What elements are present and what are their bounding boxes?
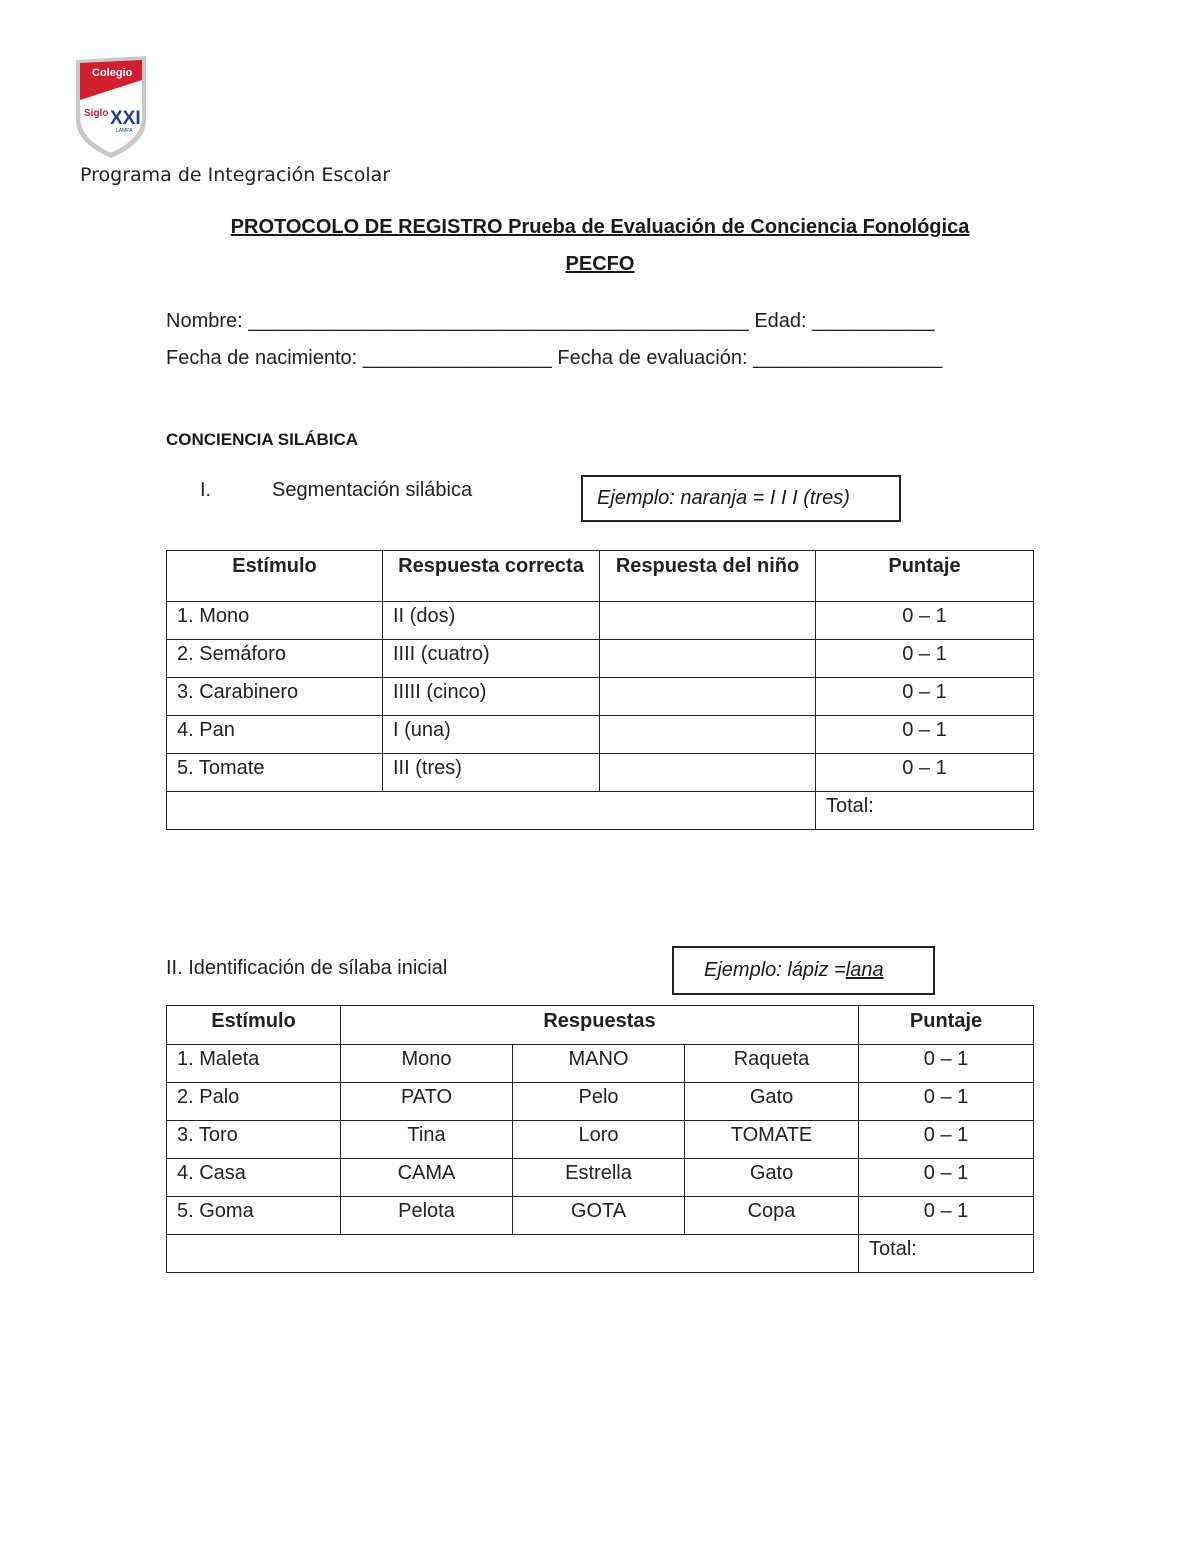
table-row — [167, 1197, 1034, 1235]
option-cell[interactable]: Tina — [341, 1121, 513, 1159]
logo-text-xxi: XXI — [110, 108, 141, 129]
option-cell[interactable]: GOTA — [513, 1197, 685, 1235]
option-cell[interactable]: Mono — [341, 1045, 513, 1083]
table-row — [167, 602, 1034, 640]
child-response-cell[interactable] — [600, 640, 816, 678]
option-cell[interactable]: Loro — [513, 1121, 685, 1159]
example-box: Ejemplo: naranja = I I I (tres) — [581, 475, 901, 522]
table-row — [167, 716, 1034, 754]
stimulus-cell: 3. Carabinero — [167, 678, 383, 716]
header-score: Puntaje — [859, 1006, 1034, 1045]
total-cell[interactable]: Total: — [859, 1235, 1034, 1273]
document-title — [0, 216, 1200, 239]
score-cell: 0 – 1 — [859, 1121, 1034, 1159]
header-stimulus: Estímulo — [167, 551, 383, 602]
child-response-cell[interactable] — [600, 678, 816, 716]
option-cell[interactable]: Pelo — [513, 1083, 685, 1121]
table-row — [167, 754, 1034, 792]
child-response-cell[interactable] — [600, 602, 816, 640]
title-bold-part: PROTOCOLO DE REGISTRO — [230, 216, 503, 238]
stimulus-cell: 5. Tomate — [167, 754, 383, 792]
dates-field[interactable]: Fecha de nacimiento: _________________ Fecha de evaluación: _________________ — [166, 347, 943, 369]
total-blank-cell — [167, 792, 816, 830]
table-row — [167, 1045, 1034, 1083]
stimulus-cell: 2. Semáforo — [167, 640, 383, 678]
stimulus-cell: 2. Palo — [167, 1083, 341, 1121]
header-score: Puntaje — [816, 551, 1034, 602]
option-cell[interactable]: PATO — [341, 1083, 513, 1121]
option-cell[interactable]: CAMA — [341, 1159, 513, 1197]
header-stimulus: Estímulo — [167, 1006, 341, 1045]
score-cell: 0 – 1 — [816, 602, 1034, 640]
logo-text-lampa: LAMPA — [116, 128, 133, 134]
table-row — [167, 1083, 1034, 1121]
score-cell: 0 – 1 — [816, 716, 1034, 754]
option-cell[interactable]: Estrella — [513, 1159, 685, 1197]
stimulus-cell: 1. Mono — [167, 602, 383, 640]
score-cell: 0 – 1 — [859, 1159, 1034, 1197]
table-header-row — [167, 551, 1034, 602]
table-row — [167, 1159, 1034, 1197]
example-prefix: Ejemplo: lápiz = — [704, 959, 846, 981]
table-header-row — [167, 1006, 1034, 1045]
stimulus-cell: 4. Casa — [167, 1159, 341, 1197]
subsection-title: Segmentación silábica — [272, 479, 473, 501]
score-cell: 0 – 1 — [816, 754, 1034, 792]
option-cell[interactable]: Pelota — [341, 1197, 513, 1235]
section-heading: CONCIENCIA SILÁBICA — [166, 430, 359, 449]
school-logo — [72, 52, 150, 160]
child-response-cell[interactable] — [600, 716, 816, 754]
total-blank-cell — [167, 1235, 859, 1273]
stimulus-cell: 5. Goma — [167, 1197, 341, 1235]
child-response-cell[interactable] — [600, 754, 816, 792]
correct-cell: IIIII (cinco) — [383, 678, 600, 716]
option-cell[interactable]: Gato — [685, 1159, 859, 1197]
name-age-field[interactable]: Nombre: _____________________________________________ Edad: ___________ — [166, 310, 935, 332]
table-row — [167, 678, 1034, 716]
total-row — [167, 1235, 1034, 1273]
option-cell[interactable]: TOMATE — [685, 1121, 859, 1159]
total-row — [167, 792, 1034, 830]
title-rest-part: Prueba de Evaluación de Conciencia Fonológica — [502, 216, 970, 238]
stimulus-cell: 1. Maleta — [167, 1045, 341, 1083]
example-box-2 — [672, 946, 935, 995]
table-row — [167, 1121, 1034, 1159]
stimulus-cell: 3. Toro — [167, 1121, 341, 1159]
program-name: Programa de Integración Escolar — [80, 164, 391, 186]
header-correct: Respuesta correcta — [383, 551, 600, 602]
correct-cell: I (una) — [383, 716, 600, 754]
score-cell: 0 – 1 — [859, 1197, 1034, 1235]
initial-syllable-table — [166, 1005, 1034, 1273]
score-cell: 0 – 1 — [859, 1083, 1034, 1121]
example-answer: lana — [845, 959, 884, 981]
header-responses: Respuestas — [341, 1006, 859, 1045]
stimulus-cell: 4. Pan — [167, 716, 383, 754]
correct-cell: II (dos) — [383, 602, 600, 640]
score-cell: 0 – 1 — [816, 640, 1034, 678]
segmentation-table — [166, 550, 1034, 830]
option-cell[interactable]: Raqueta — [685, 1045, 859, 1083]
document-subtitle: PECFO — [565, 253, 635, 275]
logo-text-siglo: Siglo — [84, 108, 109, 119]
score-cell: 0 – 1 — [816, 678, 1034, 716]
subsection-title-2: II. Identificación de sílaba inicial — [166, 957, 448, 979]
correct-cell: III (tres) — [383, 754, 600, 792]
header-child: Respuesta del niño — [600, 551, 816, 602]
correct-cell: IIII (cuatro) — [383, 640, 600, 678]
subsection-numeral: I. — [200, 479, 212, 501]
option-cell[interactable]: Gato — [685, 1083, 859, 1121]
option-cell[interactable]: Copa — [685, 1197, 859, 1235]
logo-text-colegio: Colegio — [92, 67, 133, 79]
option-cell[interactable]: MANO — [513, 1045, 685, 1083]
table-row — [167, 640, 1034, 678]
score-cell: 0 – 1 — [859, 1045, 1034, 1083]
total-cell[interactable]: Total: — [816, 792, 1034, 830]
